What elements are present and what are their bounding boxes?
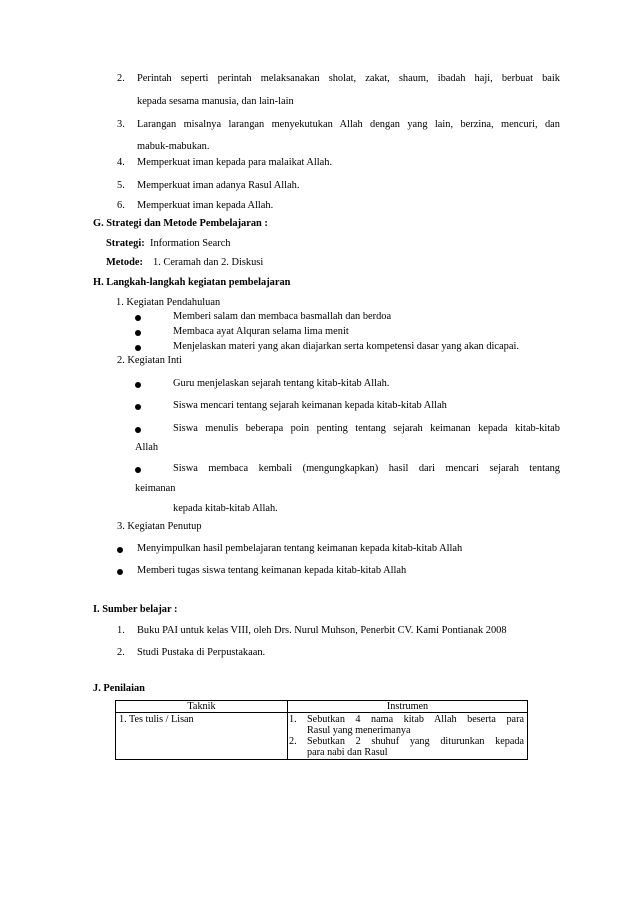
instrument-cell bbox=[288, 713, 528, 760]
list-item-text: kepada sesama manusia, dan lain-lain bbox=[137, 96, 294, 107]
section-heading: G. Strategi dan Metode Pembelajaran : bbox=[93, 218, 268, 229]
list-item-text: Larangan misalnya larangan menyekutukan Allah dengan yang lain, berzina, mencuri, dan bbox=[137, 119, 560, 130]
list-item-text: Menjelaskan materi yang akan diajarkan serta kompetensi dasar yang akan dicapai. bbox=[173, 341, 519, 352]
technique-cell: 1. Tes tulis / Lisan bbox=[116, 713, 288, 760]
bullet-icon bbox=[135, 330, 141, 336]
bullet-icon bbox=[135, 345, 141, 351]
list-item-text: Menyimpulkan hasil pembelajaran tentang keimanan kepada kitab-kitab Allah bbox=[137, 543, 463, 554]
list-item-text: Memberi tugas siswa tentang keimanan kepada kitab-kitab Allah bbox=[137, 565, 407, 576]
list-number: 2. bbox=[117, 647, 125, 658]
table-row bbox=[116, 713, 528, 760]
column-header-technique: Taknik bbox=[116, 701, 288, 713]
column-header-instrument: Instrumen bbox=[288, 701, 528, 713]
section-heading: H. Langkah-langkah kegiatan pembelajaran bbox=[93, 277, 291, 288]
list-item-text: Siswa membaca kembali (mengungkapkan) hasil dari mencari sejarah tentang bbox=[173, 463, 560, 474]
list-item-text: Studi Pustaka di Perpustakaan. bbox=[137, 647, 266, 658]
list-item-text: Memperkuat iman kepada Allah. bbox=[137, 200, 274, 211]
bullet-icon bbox=[135, 467, 141, 473]
list-item-text: mabuk-mabukan. bbox=[137, 141, 210, 152]
list-number: 5. bbox=[117, 180, 125, 191]
list-number: 1. bbox=[289, 714, 297, 725]
instrument-text: Sebutkan 4 nama kitab Allah beserta para bbox=[307, 714, 524, 725]
bullet-icon bbox=[117, 547, 123, 553]
instrument-item-continued bbox=[289, 747, 524, 758]
list-item-text: keimanan bbox=[135, 483, 176, 494]
list-item-text: Buku PAI untuk kelas VIII, oleh Drs. Nurul Muhson, Penerbit CV. Kami Pontianak 2008 bbox=[137, 625, 507, 636]
section-heading: J. Penilaian bbox=[93, 683, 145, 694]
method-value: 1. Ceramah dan 2. Diskusi bbox=[153, 257, 264, 268]
list-item-text: Siswa mencari tentang sejarah keimanan kepada kitab-kitab Allah bbox=[173, 400, 447, 411]
list-item-text: Memperkuat iman kepada para malaikat Allah. bbox=[137, 157, 333, 168]
list-number: 3. bbox=[117, 119, 125, 130]
bullet-icon bbox=[135, 427, 141, 433]
list-item-text: Memperkuat iman adanya Rasul Allah. bbox=[137, 180, 300, 191]
strategy-label: Strategi: bbox=[106, 238, 145, 249]
list-item-text: Membaca ayat Alquran selama lima menit bbox=[173, 326, 349, 337]
list-item-text: Guru menjelaskan sejarah tentang kitab-kitab Allah. bbox=[173, 378, 390, 389]
strategy-value: Information Search bbox=[150, 238, 231, 249]
list-item-text: Siswa menulis beberapa poin penting tentang sejarah keimanan kepada kitab-kitab bbox=[173, 423, 560, 434]
list-item-text: kepada kitab-kitab Allah. bbox=[173, 503, 278, 514]
list-item-text: Allah bbox=[135, 442, 159, 453]
bullet-icon bbox=[135, 315, 141, 321]
list-item-text: Perintah seperti perintah melaksanakan sholat, zakat, shaum, ibadah haji, berbuat baik bbox=[137, 73, 560, 84]
list-number: 2. bbox=[289, 736, 297, 747]
bullet-icon bbox=[117, 569, 123, 575]
instrument-text: Rasul yang menerimanya bbox=[307, 725, 411, 736]
instrument-text: para nabi dan Rasul bbox=[307, 747, 388, 758]
instrument-item-continued bbox=[289, 725, 524, 736]
section-heading: I. Sumber belajar : bbox=[93, 604, 178, 615]
list-item-text: Memberi salam dan membaca basmallah dan berdoa bbox=[173, 311, 392, 322]
bullet-icon bbox=[135, 382, 141, 388]
list-number: 6. bbox=[117, 200, 125, 211]
subsection-title: 1. Kegiatan Pendahuluan bbox=[116, 297, 221, 308]
assessment-table bbox=[115, 700, 528, 760]
method-label: Metode: bbox=[106, 257, 143, 268]
list-number: 4. bbox=[117, 157, 125, 168]
instrument-text: Sebutkan 2 shuhuf yang diturunkan kepada bbox=[307, 736, 524, 747]
list-number: 1. bbox=[117, 625, 125, 636]
list-number: 2. bbox=[117, 73, 125, 84]
subsection-title: 3. Kegiatan Penutup bbox=[117, 521, 202, 532]
subsection-title: 2. Kegiatan Inti bbox=[117, 355, 182, 366]
instrument-item bbox=[289, 736, 524, 747]
table-header-row bbox=[116, 701, 528, 713]
bullet-icon bbox=[135, 404, 141, 410]
instrument-item bbox=[289, 714, 524, 725]
